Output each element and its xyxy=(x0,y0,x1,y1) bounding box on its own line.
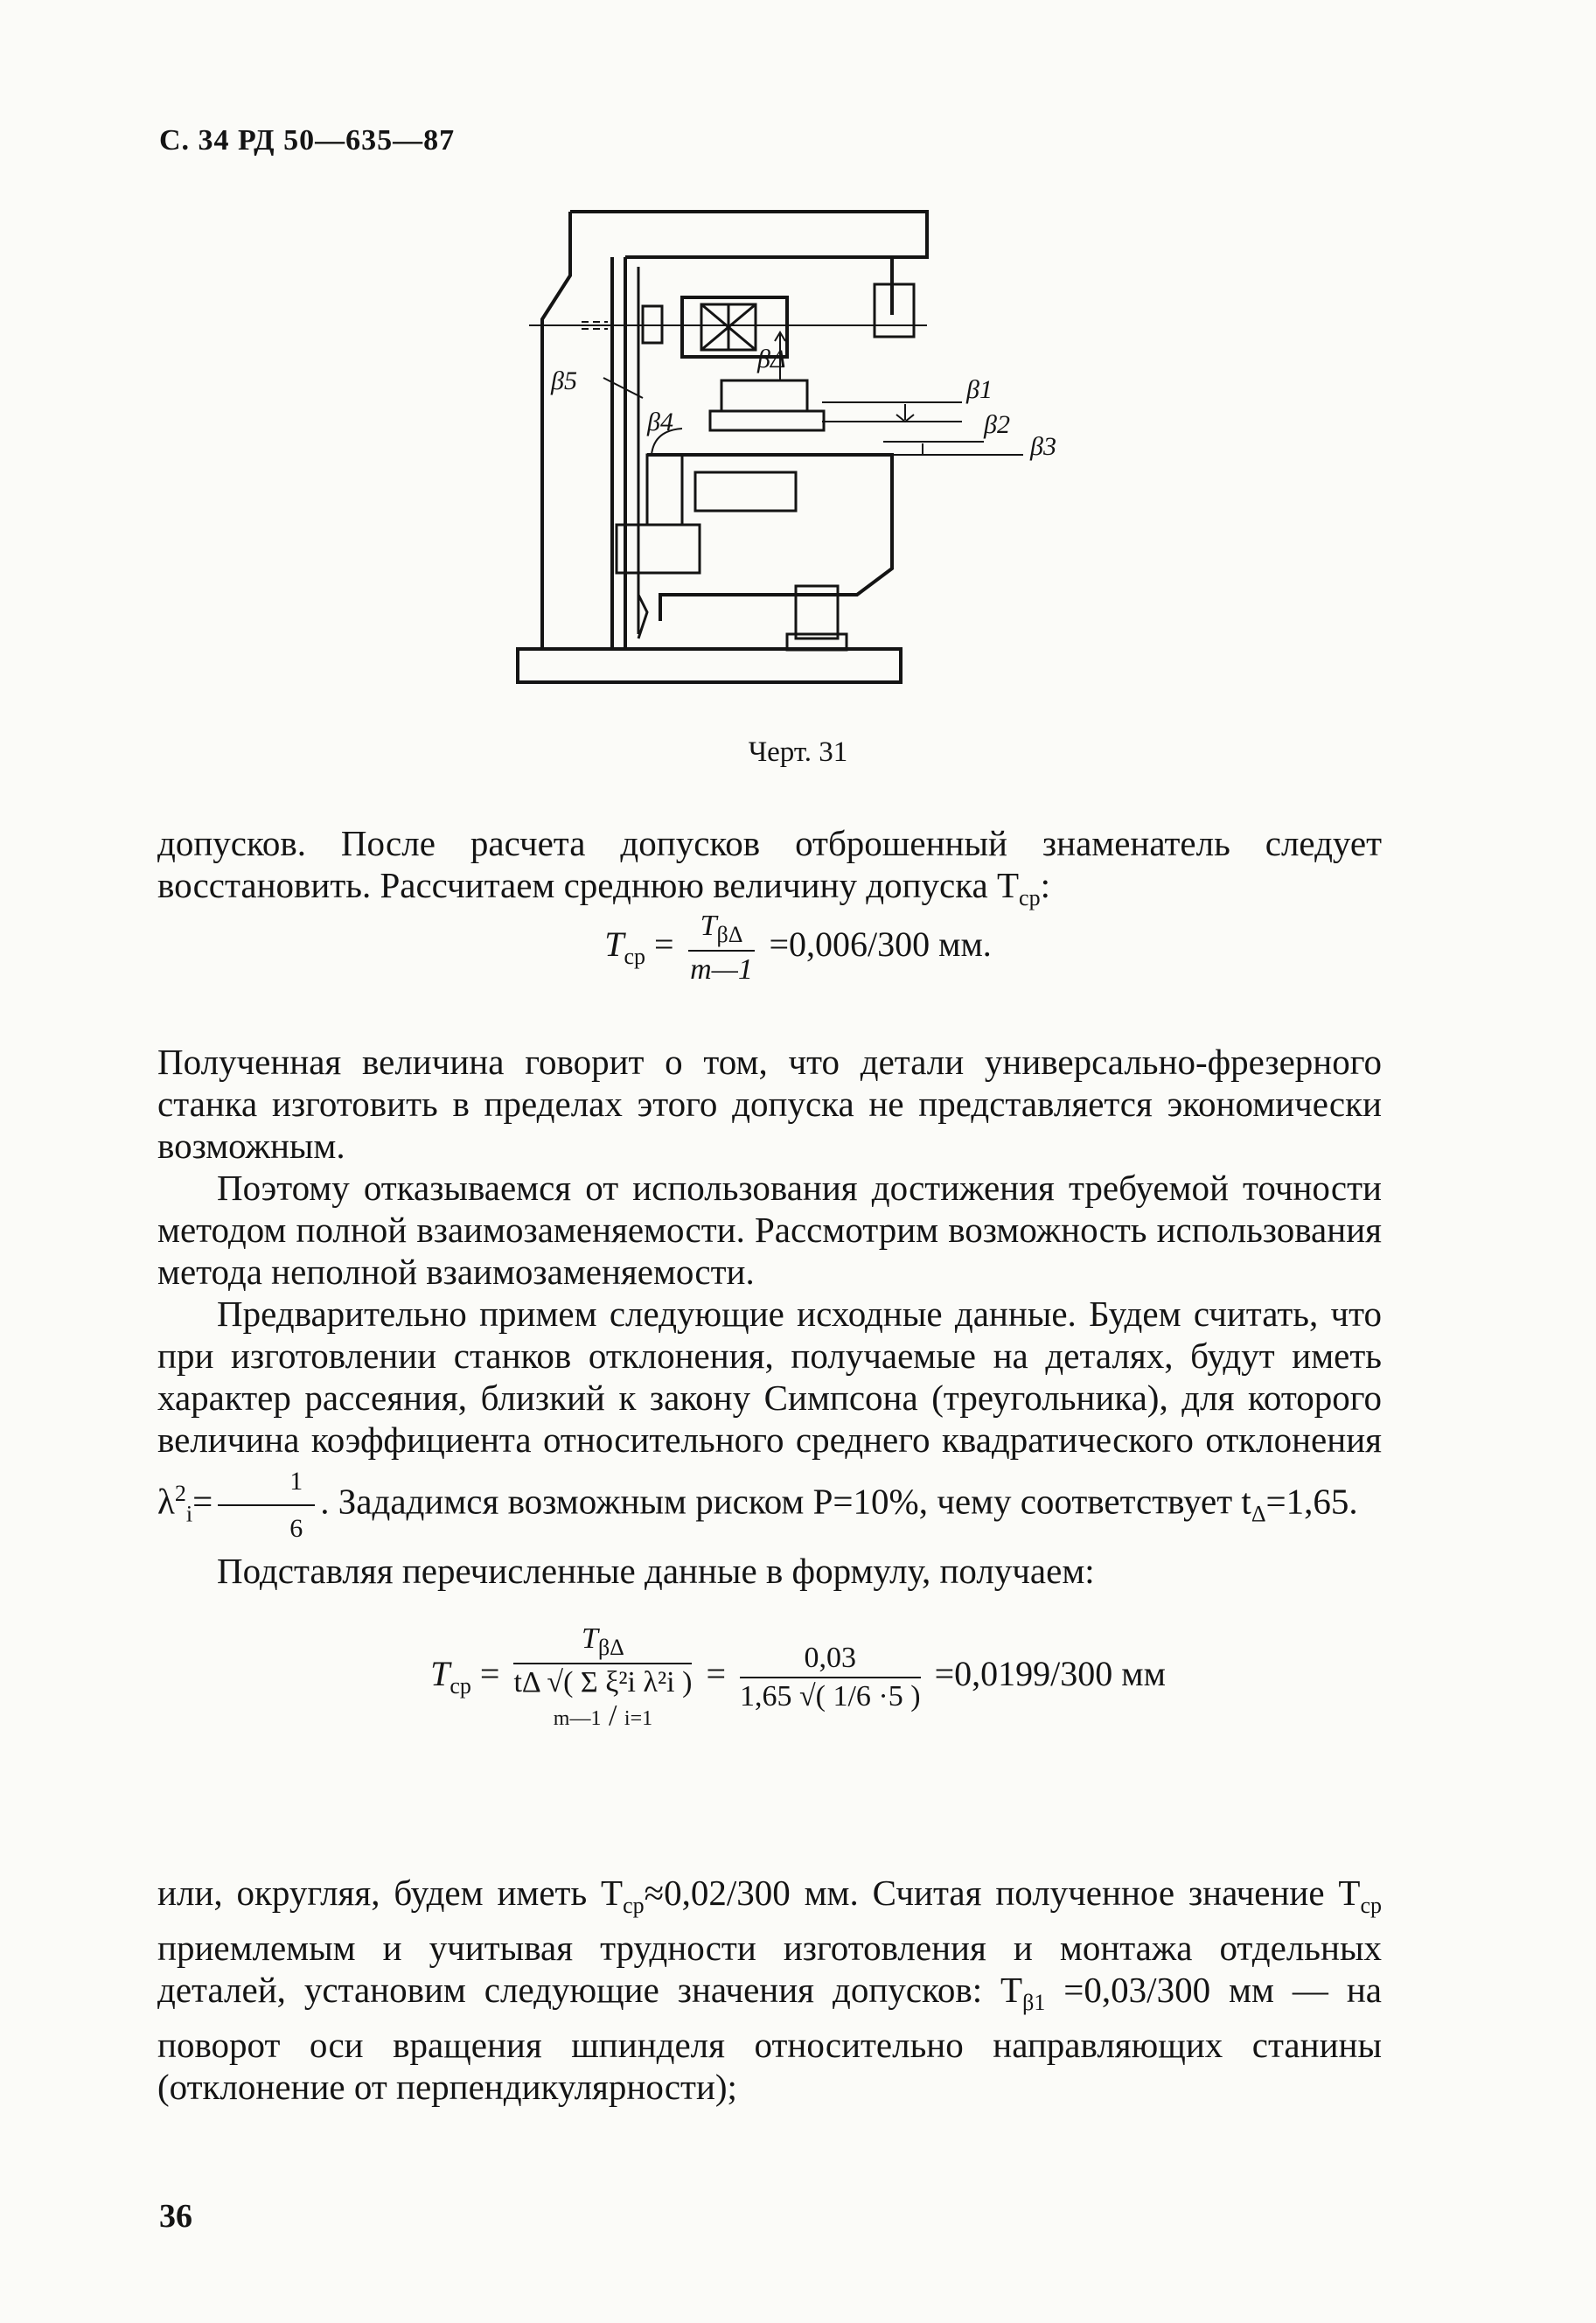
figure-caption: Черт. 31 xyxy=(748,736,848,768)
paragraph-4: Предварительно примем следующие исходные данные. Будем считать, что при изготовлении станков отклонения, получаемые на деталях, будут иметь характер рассеяния, близкий к закону Симпсона (треугольника), для которого величина коэффициента относительного среднего квадратического отклонения $\lambda^2_i=$ $\frac{1}{6}$ . Зададимся возможным риском P=10%, чему соответствует $t_\Delta=1,65$. xyxy=(157,1294,1382,1543)
paragraph-3: Поэтому отказываемся от использования достижения требуемой точности методом полной взаимозаменяемости. Рассмотрим возможность использования метода неполной взаимозаменяемости. xyxy=(157,1168,1382,1292)
machine-diagram xyxy=(507,201,1119,700)
paragraph-6: или, округляя, будем иметь $T_{ср}\approx 0,02/300$ мм. Считая полученное значение $T_{ср}$ приемлемым и учитывая трудности изготовления и монтажа отдельных деталей, установим следующие значения допусков: $T_{\beta 1} =0,03/300$ мм — на поворот оси вращения шпинделя относительно направляющих станины (отклонение от перпендикулярности); xyxy=(157,1873,1382,2108)
label-beta3: β3 xyxy=(1030,432,1056,461)
label-beta5: β5 xyxy=(551,366,577,395)
page-number: 36 xyxy=(159,2198,192,2235)
label-beta-delta: βΔ xyxy=(757,345,786,373)
machine-drawing xyxy=(507,201,1119,700)
label-beta1: β1 xyxy=(966,375,993,404)
formula-2: $T_{ср}$ = $T_{\beta\Delta}$ tΔ √( Σ ξ²i λ²i ) m—1 / i=1 = $\frac{0,03}{1,65 √( 1/6 \cdot 5 )}$ =0,0199/300 мм xyxy=(430,1622,1166,1732)
label-beta4: β4 xyxy=(647,408,673,436)
paragraph-1: допусков. После расчета допусков отброшенный знаменатель следует восстановить. Рассчитаем среднюю величину допуска $T_{ср}$: xyxy=(157,823,1382,911)
paragraph-5: Подставляя перечисленные данные в формулу, получаем: xyxy=(217,1551,1095,1591)
label-beta2: β2 xyxy=(984,410,1010,439)
body-text xyxy=(157,1041,1382,1592)
paragraph-2: Полученная величина говорит о том, что детали универсально-фрезерного станка изготовить в пределах этого допуска не представляется экономически возможным. xyxy=(157,1042,1382,1166)
page-header: С. 34 РД 50—635—87 xyxy=(159,124,456,157)
formula-1: $T_{ср}$ = $\frac{T_{\beta\Delta}}{m—1}$ =0,006/300 мм. xyxy=(604,910,992,986)
